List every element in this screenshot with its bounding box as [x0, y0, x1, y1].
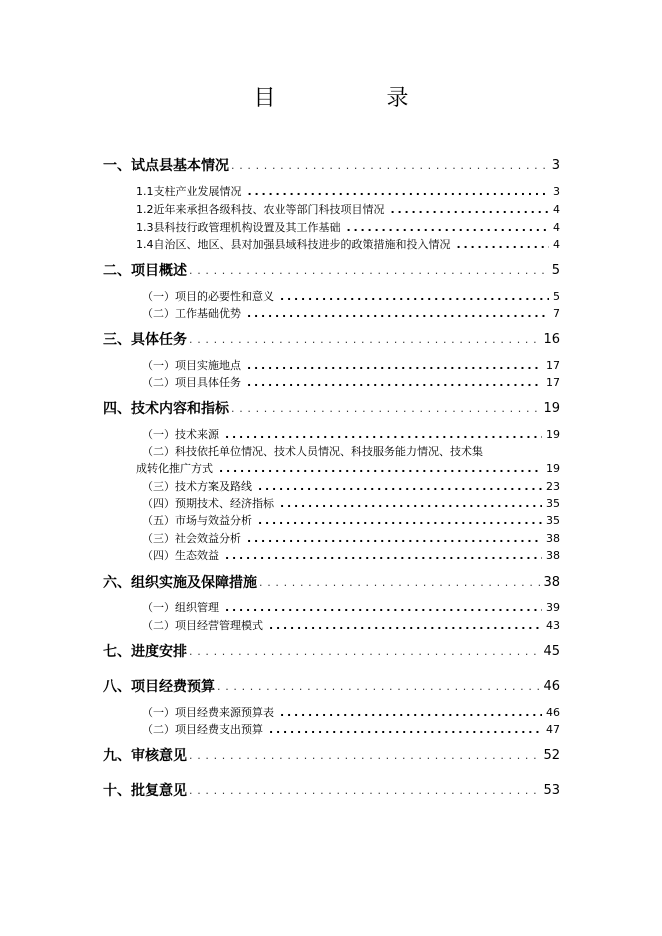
toc-entry-8-1[interactable]: [142, 705, 560, 721]
toc-page-number: 19: [546, 462, 560, 475]
toc-page-number: 39: [546, 601, 560, 614]
toc-page-number: 38: [546, 549, 560, 562]
toc-leader-dots: [225, 548, 542, 564]
toc-leader-dots: [219, 461, 542, 477]
toc-entry-8-2[interactable]: [142, 722, 560, 738]
toc-leader-dots: [189, 781, 541, 801]
toc-label: 九、审核意见: [103, 748, 187, 764]
toc-entry-4-2-line1[interactable]: （二）科技依托单位情况、技术人员情况、科技服务能力情况、技术集: [142, 445, 483, 458]
toc-page-number: 17: [546, 376, 560, 389]
toc-entry-6-1[interactable]: [142, 600, 560, 616]
toc-leader-dots: [248, 184, 550, 200]
toc-page-number: 45: [543, 644, 560, 659]
toc-entry-section-3[interactable]: [103, 330, 560, 350]
toc-label: （二）项目具体任务: [142, 376, 241, 389]
toc-page-number: 4: [553, 203, 560, 216]
toc-label: 二、项目概述: [103, 263, 187, 279]
toc-page-number: 23: [546, 480, 560, 493]
toc-leader-dots: [258, 513, 542, 529]
toc-entry-section-1[interactable]: [103, 156, 560, 176]
toc-entry-4-3[interactable]: [142, 479, 560, 495]
toc-leader-dots: [258, 479, 542, 495]
toc-leader-dots: [269, 722, 542, 738]
toc-leader-dots: [269, 618, 542, 634]
toc-leader-dots: [231, 399, 541, 419]
toc-leader-dots: [457, 237, 550, 253]
toc-leader-dots: [247, 358, 542, 374]
toc-leader-dots: [225, 427, 542, 443]
toc-page-number: 16: [543, 332, 560, 347]
toc-page-number: 7: [553, 307, 560, 320]
toc-page-number: 17: [546, 359, 560, 372]
toc-label: （一）组织管理: [142, 601, 219, 614]
toc-page-number: 53: [543, 783, 560, 798]
toc-label: 1.1支柱产业发展情况: [136, 185, 242, 198]
toc-page-number: 35: [546, 514, 560, 527]
toc-label: 1.2近年来承担各级科技、农业等部门科技项目情况: [136, 203, 385, 216]
toc-leader-dots: [231, 156, 550, 176]
toc-label: （四）预期技术、经济指标: [142, 497, 274, 510]
toc-entry-4-6[interactable]: [142, 531, 560, 547]
toc-leader-dots: [189, 330, 541, 350]
toc-entry-1-1[interactable]: [136, 184, 560, 200]
toc-leader-dots: [259, 573, 541, 593]
toc-entry-section-4[interactable]: [103, 399, 560, 419]
toc-entry-4-4[interactable]: [142, 496, 560, 512]
toc-page-number: 46: [546, 706, 560, 719]
toc-entry-section-2[interactable]: [103, 261, 560, 281]
toc-label: （三）社会效益分析: [142, 532, 241, 545]
toc-leader-dots: [189, 261, 550, 281]
toc-page-number: 38: [543, 575, 560, 590]
toc-entry-4-2-line2[interactable]: [136, 461, 560, 477]
toc-label: 成转化推广方式: [136, 462, 213, 475]
toc-entry-3-2[interactable]: [142, 375, 560, 391]
toc-label: 四、技术内容和指标: [103, 401, 229, 417]
toc-page-number: 38: [546, 532, 560, 545]
toc-leader-dots: [247, 531, 542, 547]
toc-page-number: 3: [551, 158, 560, 173]
toc-label: 八、项目经费预算: [103, 679, 215, 695]
toc-page-number: 35: [546, 497, 560, 510]
toc-entry-4-7[interactable]: [142, 548, 560, 564]
toc-entry-section-6[interactable]: [103, 573, 560, 593]
toc-leader-dots: [280, 705, 542, 721]
toc-leader-dots: [225, 600, 542, 616]
toc-leader-dots: [247, 306, 549, 322]
toc-leader-dots: [217, 677, 541, 697]
toc-leader-dots: [391, 202, 550, 218]
toc-label: 七、进度安排: [103, 644, 187, 660]
toc-label: 一、试点县基本情况: [103, 158, 229, 174]
toc-entry-2-1[interactable]: [142, 289, 560, 305]
toc-label: （一）项目经费来源预算表: [142, 706, 274, 719]
toc-entry-1-2[interactable]: [136, 202, 560, 218]
toc-label: 六、组织实施及保障措施: [103, 575, 257, 591]
toc-label: （五）市场与效益分析: [142, 514, 252, 527]
toc-label: （一）技术来源: [142, 428, 219, 441]
toc-leader-dots: [189, 642, 541, 662]
toc-entry-3-1[interactable]: [142, 358, 560, 374]
toc-page-number: 46: [543, 679, 560, 694]
toc-label: 十、批复意见: [103, 783, 187, 799]
toc-leader-dots: [280, 289, 549, 305]
toc-label: （一）项目的必要性和意义: [142, 290, 274, 303]
toc-label: （二）项目经费支出预算: [142, 723, 263, 736]
toc-page-number: 4: [553, 221, 560, 234]
toc-label: 三、具体任务: [103, 332, 187, 348]
toc-entry-2-2[interactable]: [142, 306, 560, 322]
toc-entry-section-9[interactable]: [103, 746, 560, 766]
toc-page-number: 5: [551, 263, 560, 278]
toc-entry-section-8[interactable]: [103, 677, 560, 697]
toc-page-number: 4: [553, 238, 560, 251]
toc-page-number: 47: [546, 723, 560, 736]
toc-page-number: 3: [553, 185, 560, 198]
toc-label: 1.4自治区、地区、县对加强县域科技进步的政策措施和投入情况: [136, 238, 451, 251]
toc-leader-dots: [189, 746, 541, 766]
toc-label: （三）技术方案及路线: [142, 480, 252, 493]
toc-entry-4-1[interactable]: [142, 427, 560, 443]
toc-page-number: 19: [546, 428, 560, 441]
toc-label: （一）项目实施地点: [142, 359, 241, 372]
toc-label: （四）生态效益: [142, 549, 219, 562]
page-title: 目 录: [253, 86, 461, 111]
toc-page-number: 19: [543, 401, 560, 416]
toc-entry-section-7[interactable]: [103, 642, 560, 662]
toc-leader-dots: [247, 375, 542, 391]
toc-entry-1-3[interactable]: [136, 220, 560, 236]
toc-label: （二）项目经营管理模式: [142, 619, 263, 632]
toc-label: （二）工作基础优势: [142, 307, 241, 320]
toc-label: 1.3县科技行政管理机构设置及其工作基础: [136, 221, 341, 234]
toc-entry-4-5[interactable]: [142, 513, 560, 529]
toc-page-number: 52: [543, 748, 560, 763]
toc-leader-dots: [347, 220, 550, 236]
toc-page-number: 5: [553, 290, 560, 303]
toc-page-number: 43: [546, 619, 560, 632]
toc-entry-6-2[interactable]: [142, 618, 560, 634]
toc-entry-1-4[interactable]: [136, 237, 560, 253]
toc-leader-dots: [280, 496, 542, 512]
toc-entry-section-10[interactable]: [103, 781, 560, 801]
